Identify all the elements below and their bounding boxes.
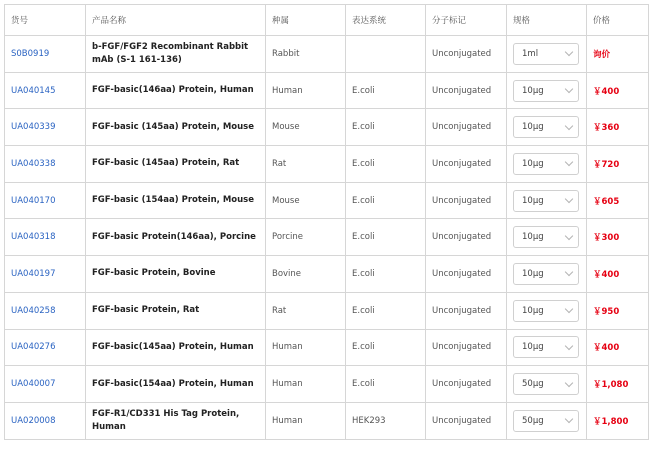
product-table xyxy=(4,4,649,440)
chevron-down-icon xyxy=(565,268,573,276)
header-sku: 货号 xyxy=(5,5,86,36)
sku-link[interactable]: UA040170 xyxy=(11,195,56,206)
table-row xyxy=(5,329,649,366)
molecular-tag-cell: Unconjugated xyxy=(426,292,507,329)
expression-system-cell: E.coli xyxy=(346,219,426,256)
price-cell: ￥400 xyxy=(587,256,649,293)
header-price: 价格 xyxy=(587,5,649,36)
spec-select[interactable] xyxy=(513,373,579,395)
sku-link[interactable]: UA020008 xyxy=(11,415,56,426)
specification-cell xyxy=(507,256,587,293)
chevron-down-icon xyxy=(565,232,573,240)
spec-select-value: 50μg xyxy=(522,379,544,390)
sku-link[interactable]: UA040197 xyxy=(11,268,56,279)
header-expression-system: 表达系统 xyxy=(346,5,426,36)
product-name: FGF-basic Protein, Bovine xyxy=(86,256,266,293)
chevron-down-icon xyxy=(565,195,573,203)
sku-link[interactable]: UA040007 xyxy=(11,379,56,390)
table-row xyxy=(5,256,649,293)
table-row xyxy=(5,182,649,219)
chevron-down-icon xyxy=(565,378,573,386)
spec-select-value: 50μg xyxy=(522,415,544,426)
expression-system-cell: E.coli xyxy=(346,366,426,403)
molecular-tag-cell: Unconjugated xyxy=(426,72,507,109)
header-molecular-tag: 分子标记 xyxy=(426,5,507,36)
price-cell: ￥605 xyxy=(587,182,649,219)
molecular-tag-cell: Unconjugated xyxy=(426,109,507,146)
expression-system-cell: E.coli xyxy=(346,292,426,329)
price-cell: ￥950 xyxy=(587,292,649,329)
molecular-tag-cell: Unconjugated xyxy=(426,256,507,293)
spec-select-value: 10μg xyxy=(522,122,544,133)
spec-select-value: 1ml xyxy=(522,48,539,59)
spec-select[interactable] xyxy=(513,226,579,248)
species-cell: Rat xyxy=(266,292,346,329)
price-cell: ￥300 xyxy=(587,219,649,256)
spec-select[interactable] xyxy=(513,263,579,285)
specification-cell xyxy=(507,329,587,366)
chevron-down-icon xyxy=(565,48,573,56)
product-name: FGF-basic Protein, Rat xyxy=(86,292,266,329)
specification-cell xyxy=(507,402,587,439)
price-cell: ￥400 xyxy=(587,329,649,366)
price-cell: 询价 xyxy=(587,36,649,73)
species-cell: Mouse xyxy=(266,109,346,146)
header-specification: 规格 xyxy=(507,5,587,36)
expression-system-cell: E.coli xyxy=(346,182,426,219)
expression-system-cell: E.coli xyxy=(346,256,426,293)
price-cell: ￥720 xyxy=(587,146,649,183)
table-row xyxy=(5,36,649,73)
sku-cell xyxy=(5,36,86,73)
product-name: FGF-basic(146aa) Protein, Human xyxy=(86,72,266,109)
table-row xyxy=(5,219,649,256)
sku-cell xyxy=(5,219,86,256)
species-cell: Bovine xyxy=(266,256,346,293)
sku-link[interactable]: UA040258 xyxy=(11,305,56,316)
price-cell: ￥1,080 xyxy=(587,366,649,403)
chevron-down-icon xyxy=(565,305,573,313)
product-name: b-FGF/FGF2 Recombinant Rabbit mAb (S-1 161-136) xyxy=(86,36,266,73)
specification-cell xyxy=(507,182,587,219)
species-cell: Rat xyxy=(266,146,346,183)
species-cell: Porcine xyxy=(266,219,346,256)
molecular-tag-cell: Unconjugated xyxy=(426,329,507,366)
table-row xyxy=(5,146,649,183)
molecular-tag-cell: Unconjugated xyxy=(426,366,507,403)
chevron-down-icon xyxy=(565,342,573,350)
price-cell: ￥400 xyxy=(587,72,649,109)
product-name: FGF-basic Protein(146aa), Porcine xyxy=(86,219,266,256)
chevron-down-icon xyxy=(565,85,573,93)
table-row xyxy=(5,72,649,109)
sku-link[interactable]: S0B0919 xyxy=(11,48,50,59)
molecular-tag-cell: Unconjugated xyxy=(426,36,507,73)
sku-link[interactable]: UA040338 xyxy=(11,158,56,169)
spec-select-value: 10μg xyxy=(522,195,544,206)
specification-cell xyxy=(507,72,587,109)
species-cell: Human xyxy=(266,329,346,366)
expression-system-cell xyxy=(346,36,426,73)
product-name: FGF-basic(154aa) Protein, Human xyxy=(86,366,266,403)
product-name: FGF-R1/CD331 His Tag Protein, Human xyxy=(86,402,266,439)
spec-select[interactable] xyxy=(513,410,579,432)
table-row xyxy=(5,402,649,439)
spec-select-value: 10μg xyxy=(522,305,544,316)
header-species: 种属 xyxy=(266,5,346,36)
product-name: FGF-basic (154aa) Protein, Mouse xyxy=(86,182,266,219)
price-cell: ￥1,800 xyxy=(587,402,649,439)
expression-system-cell: E.coli xyxy=(346,329,426,366)
expression-system-cell: HEK293 xyxy=(346,402,426,439)
expression-system-cell: E.coli xyxy=(346,72,426,109)
sku-cell xyxy=(5,292,86,329)
specification-cell xyxy=(507,366,587,403)
species-cell: Human xyxy=(266,366,346,403)
spec-select[interactable] xyxy=(513,43,579,65)
specification-cell xyxy=(507,36,587,73)
price-cell: ￥360 xyxy=(587,109,649,146)
specification-cell xyxy=(507,219,587,256)
sku-link[interactable]: UA040318 xyxy=(11,232,56,243)
chevron-down-icon xyxy=(565,158,573,166)
chevron-down-icon xyxy=(565,121,573,129)
spec-select-value: 10μg xyxy=(522,342,544,353)
header-product-name: 产品名称 xyxy=(86,5,266,36)
sku-link[interactable]: UA040145 xyxy=(11,85,56,96)
product-name: FGF-basic(145aa) Protein, Human xyxy=(86,329,266,366)
sku-link[interactable]: UA040276 xyxy=(11,342,56,353)
sku-cell xyxy=(5,109,86,146)
molecular-tag-cell: Unconjugated xyxy=(426,402,507,439)
species-cell: Human xyxy=(266,72,346,109)
table-header-row xyxy=(5,5,649,36)
table-row xyxy=(5,109,649,146)
product-name: FGF-basic (145aa) Protein, Rat xyxy=(86,146,266,183)
sku-cell xyxy=(5,256,86,293)
expression-system-cell: E.coli xyxy=(346,146,426,183)
sku-cell xyxy=(5,366,86,403)
spec-select-value: 10μg xyxy=(522,232,544,243)
sku-cell xyxy=(5,146,86,183)
molecular-tag-cell: Unconjugated xyxy=(426,182,507,219)
molecular-tag-cell: Unconjugated xyxy=(426,146,507,183)
sku-link[interactable]: UA040339 xyxy=(11,122,56,133)
spec-select-value: 10μg xyxy=(522,158,544,169)
specification-cell xyxy=(507,292,587,329)
spec-select[interactable] xyxy=(513,336,579,358)
chevron-down-icon xyxy=(565,415,573,423)
table-row xyxy=(5,366,649,403)
species-cell: Human xyxy=(266,402,346,439)
molecular-tag-cell: Unconjugated xyxy=(426,219,507,256)
species-cell: Rabbit xyxy=(266,36,346,73)
sku-cell xyxy=(5,72,86,109)
sku-cell xyxy=(5,182,86,219)
species-cell: Mouse xyxy=(266,182,346,219)
specification-cell xyxy=(507,146,587,183)
sku-cell xyxy=(5,402,86,439)
spec-select[interactable] xyxy=(513,190,579,212)
spec-select[interactable] xyxy=(513,116,579,138)
spec-select[interactable] xyxy=(513,80,579,102)
spec-select-value: 10μg xyxy=(522,85,544,96)
table-row xyxy=(5,292,649,329)
spec-select[interactable] xyxy=(513,300,579,322)
spec-select[interactable] xyxy=(513,153,579,175)
specification-cell xyxy=(507,109,587,146)
product-name: FGF-basic (145aa) Protein, Mouse xyxy=(86,109,266,146)
spec-select-value: 10μg xyxy=(522,268,544,279)
sku-cell xyxy=(5,329,86,366)
expression-system-cell: E.coli xyxy=(346,109,426,146)
